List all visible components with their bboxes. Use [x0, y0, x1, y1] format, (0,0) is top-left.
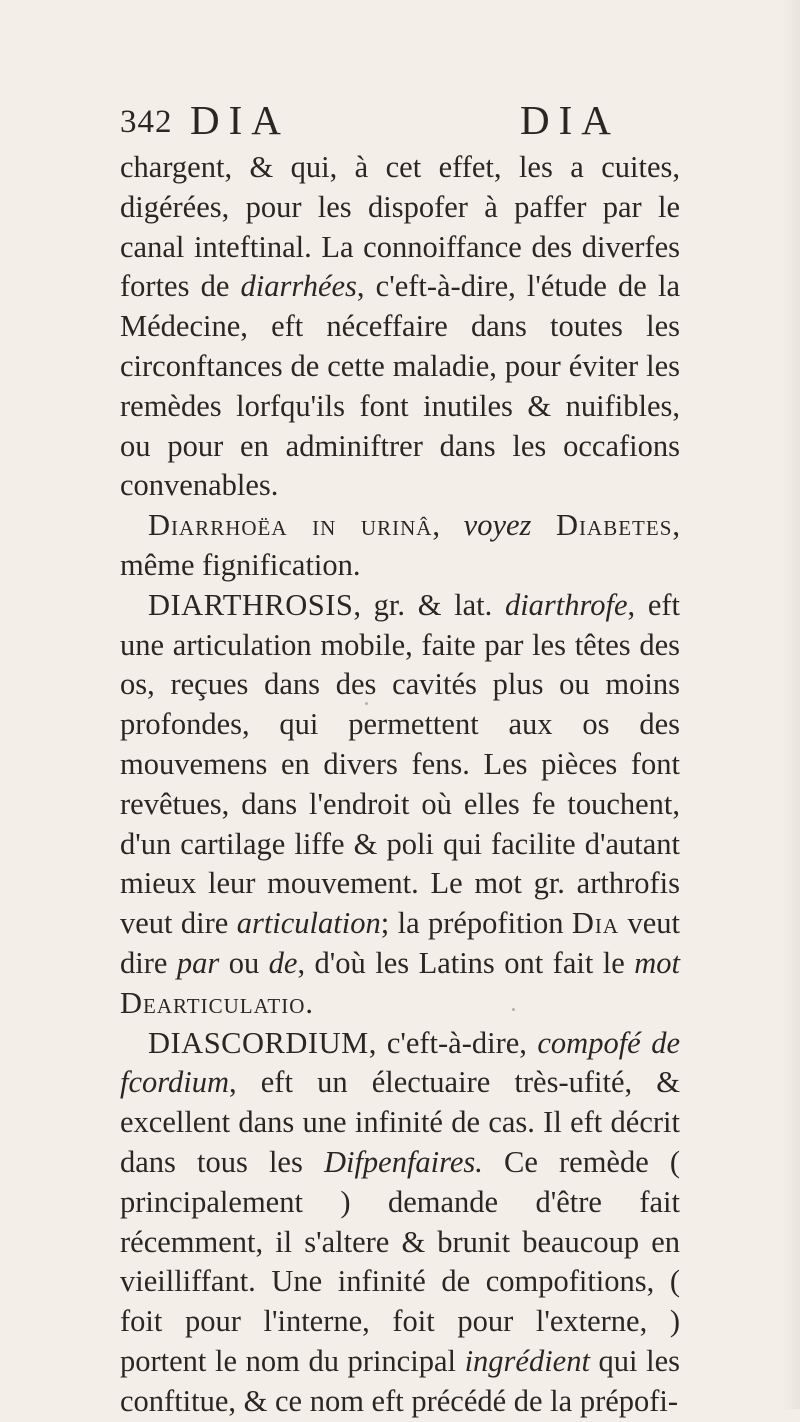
text-run: ou [219, 945, 269, 980]
small-caps-term: Dearticulatio. [120, 985, 315, 1020]
paragraph-diarrhee-continuation [120, 148, 680, 506]
text-run: , c'eft-à-dire, l'étude de la Médecine, eft néceffaire dans toutes les circonftances de cette maladie, pour éviter les remèdes lorfqu'ils font inutiles & nuifibles, ou pour en adminiftrer dans les occafions convenables. [120, 269, 680, 503]
italic-term: de [268, 945, 298, 980]
text-run: , [432, 508, 464, 543]
text-run: , même fignification. [120, 508, 681, 582]
entry-headword: DIARTHROSIS [148, 587, 354, 622]
text-run: qui les conftitue, & ce nom eft précédé de la prépofi- [120, 1343, 681, 1418]
page-header [120, 96, 660, 146]
text-run: , d'où les Latins ont fait le [297, 945, 635, 980]
page-edge-shadow [782, 0, 800, 1409]
body-text [120, 148, 680, 1422]
ink-speck [365, 702, 368, 705]
italic-term: articulation [236, 906, 381, 941]
text-run: Ce remède ( principalement ) demande d'être fait récemment, il s'altere & brunit beaucoup en vieilliffant. Une infinité de compofitions, ( foit pour l'interne, foit pour l'externe, ) portent le nom du principal [120, 1144, 680, 1378]
entry-diarrhoea-in-urina [120, 506, 680, 586]
entry-headword: Diarrhoëa in urinâ [148, 508, 433, 543]
small-caps-term: Dia [571, 906, 620, 941]
text-run: , c'eft-à-dire, [368, 1025, 538, 1060]
entry-headword: DIASCORDIUM [148, 1025, 369, 1060]
italic-term: diarthrofe [504, 587, 628, 622]
text-run: , gr. & lat. [353, 587, 505, 622]
italic-term: mot [634, 945, 680, 980]
entry-diarthrosis [120, 586, 680, 1024]
italic-term: compofé de fcordium [120, 1025, 680, 1100]
running-head-left: DIA [190, 97, 290, 143]
italic-term: Difpenfaires. [323, 1144, 483, 1179]
text-run: , eft une articulation mobile, faite par les têtes des os, reçues dans des cavités plus ou moins profondes, qui permettent aux os des mouvemens en divers fens. Les pièces font revêtues, dans l'endroit où elles fe touchent, d'un cartilage liffe & poli qui facilite d'autant mieux leur mouvement. Le mot gr. arthrofis veut dire [120, 587, 681, 941]
italic-term: voyez [463, 508, 532, 543]
entry-diascordium [120, 1024, 680, 1422]
ink-speck [512, 1008, 515, 1011]
text-run: chargent, & qui, à cet effet, les a cuites, digérées, pour les dispofer à paffer par le canal inteftinal. La connoiffance des diverfes fortes de [120, 150, 680, 304]
cross-reference: Diabetes [531, 508, 673, 543]
text-run: , eft un électuaire très-ufité, & excellent dans une infinité de cas. Il eft décrit dans tous les [120, 1065, 680, 1179]
text-run: ; la prépofition [380, 906, 572, 941]
italic-term: par [176, 945, 220, 980]
text-run: veut dire [120, 906, 680, 980]
page-number: 342 [120, 104, 173, 140]
running-head-right: DIA [520, 97, 620, 143]
italic-term: diarrhées [240, 269, 357, 304]
italic-term: ingrédient [464, 1343, 590, 1378]
